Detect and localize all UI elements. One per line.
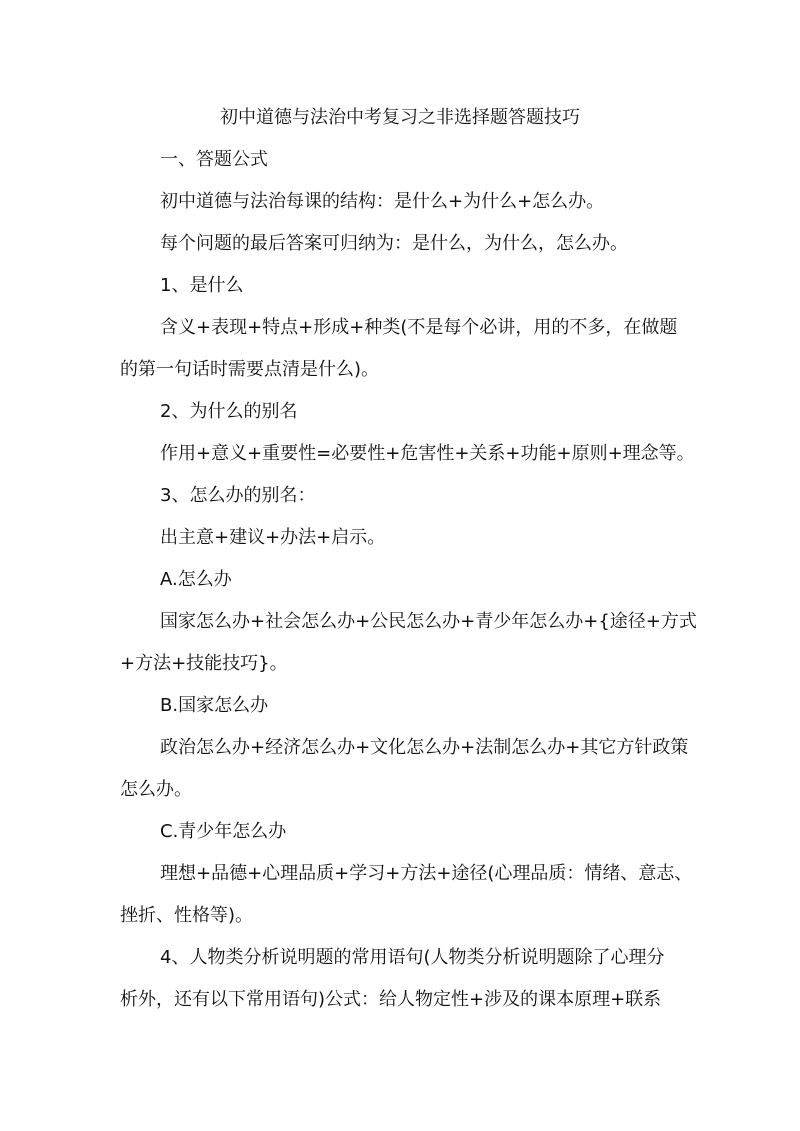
paragraph-person-analysis-line-1: 4、人物类分析说明题的常用语句(人物类分析说明题除了心理分: [160, 947, 665, 968]
paragraph-why-items: 作用+意义+重要性=必要性+危害性+关系+功能+原则+理念等。: [160, 443, 695, 464]
paragraph-how-alias-items: 出主意+建议+办法+启示。: [160, 527, 386, 548]
paragraph-a-line-2: +方法+技能技巧}。: [120, 653, 288, 674]
heading-c-youth: C.青少年怎么办: [160, 821, 287, 842]
heading-b-country: B.国家怎么办: [160, 695, 269, 716]
heading-what: 1、是什么: [160, 275, 244, 296]
heading-why-alias: 2、为什么的别名: [160, 401, 298, 422]
heading-how-alias: 3、怎么办的别名：: [160, 485, 316, 506]
paragraph-course-structure: 初中道德与法治每课的结构：是什么+为什么+怎么办。: [160, 191, 605, 212]
paragraph-what-line-2: 的第一句话时需要点清是什么)。: [120, 359, 380, 380]
paragraph-c-line-1: 理想+品德+心理品质+学习+方法+途径(心理品质：情绪、意志、: [160, 863, 693, 884]
section-heading-answer-formula: 一、答题公式: [160, 149, 268, 170]
paragraph-answer-summary: 每个问题的最后答案可归纳为：是什么，为什么，怎么办。: [160, 233, 628, 254]
paragraph-b-line-1: 政治怎么办+经济怎么办+文化怎么办+法制怎么办+其它方针政策: [160, 737, 689, 758]
paragraph-what-line-1: 含义+表现+特点+形成+种类(不是每个必讲，用的不多，在做题: [160, 317, 678, 338]
heading-a-how: A.怎么办: [160, 569, 232, 590]
document-title: 初中道德与法治中考复习之非选择题答题技巧: [220, 107, 580, 128]
paragraph-a-line-1: 国家怎么办+社会怎么办+公民怎么办+青少年怎么办+{途径+方式: [160, 611, 697, 632]
paragraph-c-line-2: 挫折、性格等)。: [120, 905, 254, 926]
paragraph-b-line-2: 怎么办。: [120, 779, 192, 800]
paragraph-person-analysis-line-2: 析外，还有以下常用语句)公式：给人物定性+涉及的课本原理+联系: [120, 989, 662, 1010]
